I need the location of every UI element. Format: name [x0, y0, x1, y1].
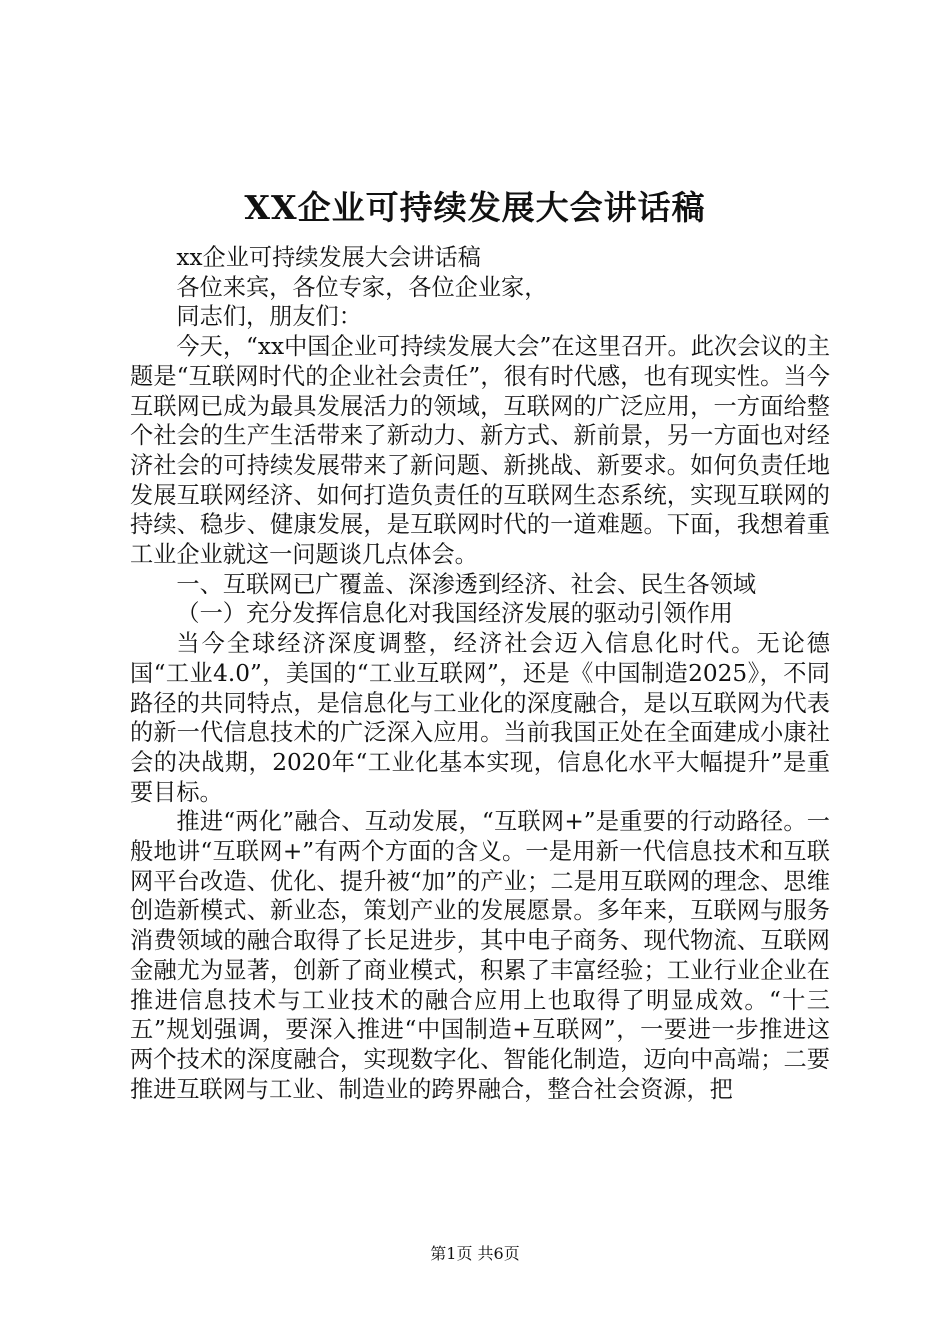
paragraph-subtitle: xx企业可持续发展大会讲话稿 — [176, 244, 481, 271]
document-body — [130, 243, 830, 1104]
paragraph-intro: 今天，“xx中国企业可持续发展大会”在这里召开。此次会议的主题是“互联网时代的企业社会责任”，很有时代感，也有现实性。当今互联网已成为最具发展活力的领域，互联网的广泛应用，一方面给整个社会的生产生活带来了新动力、新方式、新前景，另一方面也对经济社会的可持续发展带来了新问题、新挑战、新要求。如何负责任地发展互联网经济、如何打造负责任的互联网生态系统，实现互联网的持续、稳步、健康发展，是互联网时代的一道难题。下面，我想着重工业企业就这一问题谈几点体会。 — [130, 333, 830, 569]
subsection-heading-1: （一）充分发挥信息化对我国经济发展的驱动引领作用 — [176, 600, 733, 628]
section-heading-1: 一、互联网已广覆盖、深渗透到经济、社会、民生各领域 — [176, 570, 757, 598]
paragraph-salutation: 同志们，朋友们： — [176, 303, 362, 331]
paragraph-greeting: 各位来宾，各位专家，各位企业家， — [176, 273, 548, 301]
page-number: 第1页 共6页 — [430, 1244, 520, 1263]
document-title: XX企业可持续发展大会讲话稿 — [244, 188, 706, 227]
paragraph-global-economy: 当今全球经济深度调整，经济社会迈入信息化时代。无论德国“工业4.0”，美国的“工业互联网”，还是《中国制造2025》，不同路径的共同特点，是信息化与工业化的深度融合，是以互联网为代表的新一代信息技术的广泛深入应用。当前我国正处在全面建成小康社会的决战期，2020年“工业化基本实现，信息化水平大幅提升”是重要目标。 — [130, 630, 830, 806]
paragraph-internet-plus: 推进“两化”融合、互动发展，“互联网+”是重要的行动路径。一般地讲“互联网+”有两个方面的含义。一是用新一代信息技术和互联网平台改造、优化、提升被“加”的产业；二是用互联网的理念、思维创造新模式、新业态，策划产业的发展愿景。多年来，互联网与服务消费领域的融合取得了长足进步，其中电子商务、现代物流、互联网金融尤为显著，创新了商业模式，积累了丰富经验；工业行业企业在推进信息技术与工业技术的融合应用上也取得了明显成效。“十三五”规划强调，要深入推进“中国制造+互联网”，一要进一步推进这两个技术的深度融合，实现数字化、智能化制造，迈向中高端；二要推进互联网与工业、制造业的跨界融合，整合社会资源，把 — [130, 808, 830, 1103]
